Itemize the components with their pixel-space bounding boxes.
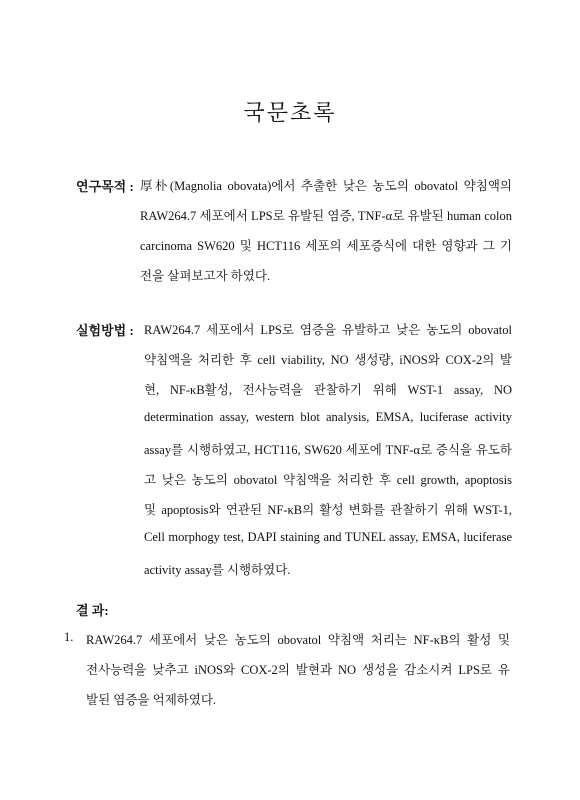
methods-line: 약침액을 처리한 후 cell viability, NO 생성량, iNOS와 COX-2의 발 <box>144 353 512 367</box>
methods-line: 고 낮은 농도의 obovatol 약침액을 처리한 후 cell growth, apoptosis <box>144 473 512 487</box>
purpose-line: 厚朴(Magnolia obovata)에서 추출한 낮은 농도의 obovatol 약침액의 <box>140 179 512 193</box>
methods-line: RAW264.7 세포에서 LPS로 염증을 유발하고 낮은 농도의 obovatol <box>144 323 512 337</box>
methods-line: 현, NF-κB활성, 전사능력을 관찰하기 위해 WST-1 assay, NO <box>144 383 512 397</box>
methods-line: determination assay, western blot analysis, EMSA, luciferase activity <box>144 410 512 424</box>
purpose-line: carcinoma SW620 및 HCT116 세포의 세포증식에 대한 영향과 그 기 <box>140 239 512 253</box>
methods-line: 및 apoptosis와 연관된 NF-κB의 활성 변화를 관찰하기 위해 WST-1, <box>144 503 512 517</box>
result-item-line: 발된 염증을 억제하였다. <box>86 693 217 707</box>
methods-label: 실험방법 : <box>76 323 134 338</box>
purpose-label: 연구목적 : <box>76 179 134 194</box>
result-item-line: RAW264.7 세포에서 낮은 농도의 obovatol 약침액 처리는 NF-κB의 활성 및 <box>86 633 510 647</box>
methods-line: activity assay를 시행하였다. <box>144 563 291 577</box>
purpose-line: 전을 살펴보고자 하였다. <box>140 269 271 283</box>
document-title: 국문초록 <box>243 100 337 125</box>
result-item-number: 1. <box>64 630 74 644</box>
methods-line: Cell morphogy test, DAPI staining and TUNEL assay, EMSA, luciferase <box>144 530 512 544</box>
results-label: 결 과: <box>76 603 109 618</box>
purpose-line: RAW264.7 세포에서 LPS로 유발된 염증, TNF-α로 유발된 human colon <box>140 209 512 223</box>
result-item-line: 전사능력을 낮추고 iNOS와 COX-2의 발현과 NO 생성을 감소시켜 LPS로 유 <box>86 663 510 677</box>
methods-line: assay를 시행하였고, HCT116, SW620 세포에 TNF-α로 증식을 유도하 <box>144 443 512 457</box>
